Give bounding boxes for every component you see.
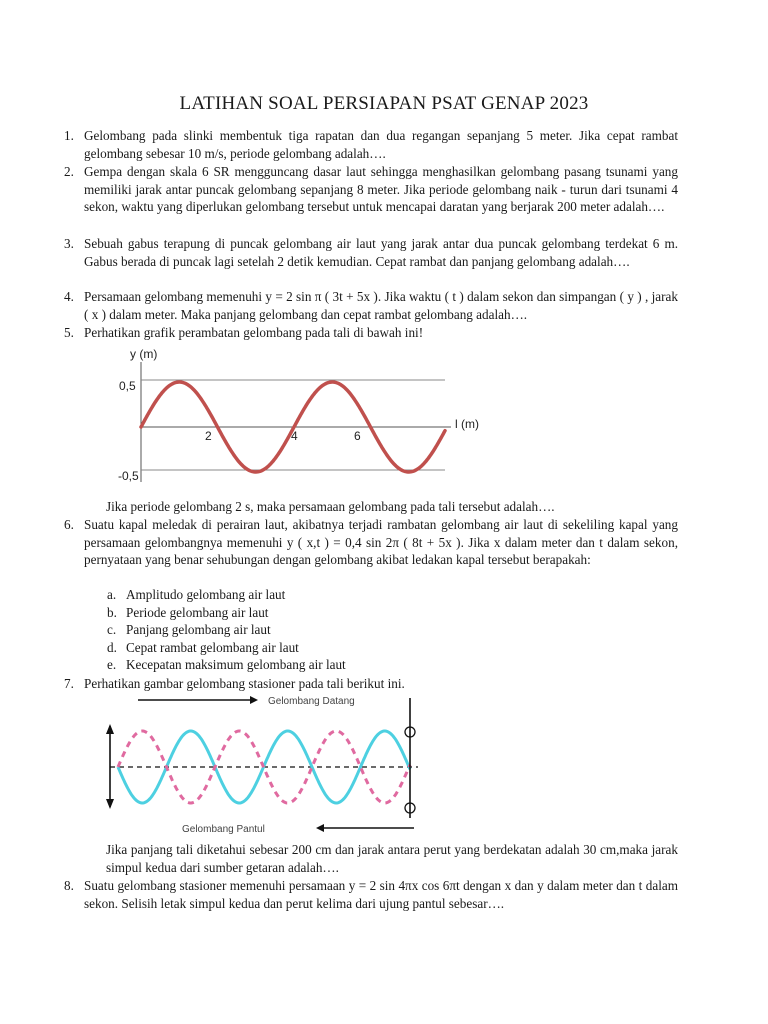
option-letter: d. — [107, 639, 117, 655]
option-a — [107, 586, 346, 604]
reflected-wave-label: Gelombang Pantul — [182, 824, 265, 834]
question-text: Suatu kapal meledak di perairan laut, akibatnya terjadi rambatan gelombang air laut di sekeliling kapal yang persamaan gelombangnya memenuhi y ( x,t ) = 0,4 sin 2π ( 8t + 5x ). Jika x dalam meter dan t dalam sekon, pernyataan yang benar sehubungan dengan gelombang akibat ledakan kapal tersebut berapakah: — [84, 517, 678, 568]
question-4 — [64, 288, 678, 323]
question-number: 6. — [64, 517, 74, 532]
option-text: Panjang gelombang air laut — [126, 622, 271, 638]
incoming-wave-label: Gelombang Datang — [268, 696, 355, 707]
question-3 — [64, 235, 678, 270]
question-number: 3. — [64, 236, 74, 251]
question-text: Perhatikan grafik perambatan gelombang pada tali di bawah ini! — [84, 325, 424, 340]
question-5 — [64, 324, 678, 342]
x-axis-label: l (m) — [455, 417, 479, 431]
question-text: Gelombang pada slinki membentuk tiga rapatan dan dua regangan sepanjang 5 meter. Jika cepat rambat gelombang sebesar 10 m/s, periode gelombang adalah…. — [84, 128, 678, 161]
option-letter: b. — [107, 604, 117, 620]
wave-graph-figure — [108, 342, 498, 490]
question-6-options — [107, 586, 346, 674]
x-tick-label: 4 — [291, 429, 298, 443]
page-title: LATIHAN SOAL PERSIAPAN PSAT GENAP 2023 — [179, 93, 589, 114]
amplitude-arrow-head-down — [106, 799, 114, 809]
question-number: 8. — [64, 878, 74, 893]
option-letter: a. — [107, 587, 117, 602]
y-tick-label: -0,5 — [118, 469, 139, 483]
question-text: Persamaan gelombang memenuhi y = 2 sin π ( 3t + 5x ). Jika waktu ( t ) dalam sekon dan simpangan ( y ) , jarak ( x ) dalam meter. Maka panjang gelombang dan cepat rambat gelombang adalah…. — [84, 289, 678, 322]
option-letter: c. — [107, 622, 117, 638]
question-1 — [64, 127, 678, 162]
question-number: 5. — [64, 325, 74, 340]
option-c — [107, 621, 346, 639]
incoming-arrow-head — [250, 696, 258, 704]
option-d — [107, 639, 346, 657]
option-e — [107, 656, 346, 674]
question-number: 7. — [64, 676, 74, 691]
question-7-followup: Jika panjang tali diketahui sebesar 200 cm dan jarak antara perut yang berdekatan adalah 30 cm,maka jarak simpul kedua dari sumber getaran adalah…. — [106, 842, 678, 875]
option-text: Periode gelombang air laut — [126, 604, 269, 620]
x-tick-label: 2 — [205, 429, 212, 443]
question-number: 4. — [64, 289, 74, 304]
amplitude-arrow-head-up — [106, 724, 114, 734]
option-text: Cepat rambat gelombang air laut — [126, 639, 299, 655]
question-6 — [64, 516, 678, 569]
question-5-followup: Jika periode gelombang 2 s, maka persamaan gelombang pada tali tersebut adalah…. — [106, 499, 555, 514]
question-text: Suatu gelombang stasioner memenuhi persamaan y = 2 sin 4πx cos 6πt dengan x dan y dalam meter dan t dalam sekon. Selisih letak simpul kedua dan perut kelima dari ujung pantul sebesar…. — [84, 878, 678, 911]
question-7 — [64, 675, 678, 693]
question-text: Gempa dengan skala 6 SR mengguncang dasar laut sehingga menghasilkan gelombang pasang tsunami yang memiliki jarak antar puncak gelombang sepanjang 8 meter. Jika periode gelombang naik - turun dari tsunami 4 sekon, waktu yang diperlukan gelombang tersebut untuk mencapai daratan yang berjarak 200 meter adalah…. — [84, 164, 678, 215]
option-b — [107, 604, 346, 622]
standing-wave-figure — [100, 692, 430, 834]
question-text: Sebuah gabus terapung di puncak gelombang air laut yang jarak antar dua puncak gelombang terdekat 6 m. Gabus berada di puncak lagi setelah 2 detik kemudian. Cepat rambat dan panjang gelombang adalah…. — [84, 236, 678, 269]
option-letter: e. — [107, 657, 117, 673]
question-text: Perhatikan gambar gelombang stasioner pada tali berikut ini. — [84, 676, 405, 691]
x-tick-label: 6 — [354, 429, 361, 443]
option-text: Kecepatan maksimum gelombang air laut — [126, 657, 346, 673]
option-text: Amplitudo gelombang air laut — [126, 587, 286, 602]
y-axis-label: y (m) — [130, 347, 158, 361]
question-number: 2. — [64, 164, 74, 179]
question-8 — [64, 877, 678, 912]
question-number: 1. — [64, 128, 74, 143]
reflected-arrow-head — [316, 824, 324, 832]
y-tick-label: 0,5 — [119, 379, 136, 393]
question-2 — [64, 163, 678, 216]
